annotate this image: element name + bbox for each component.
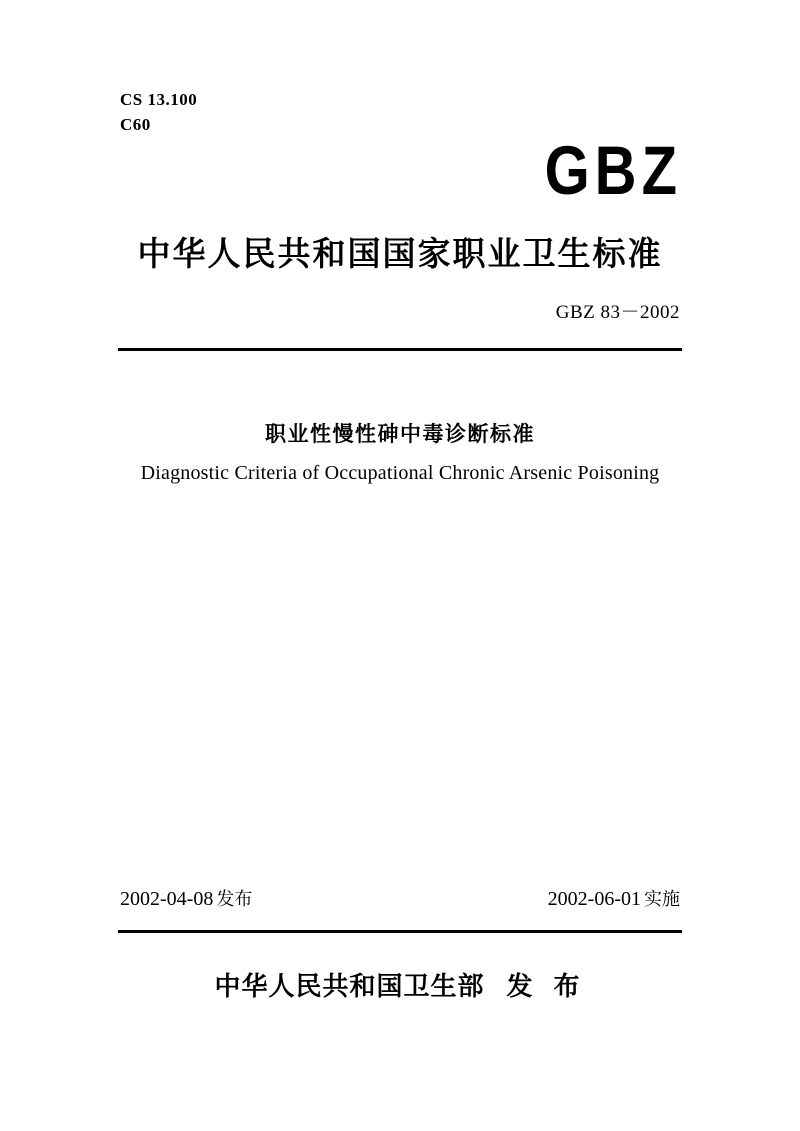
issue-date-value: 2002-04-08 <box>120 888 214 910</box>
gbz-logo: GBZ <box>544 132 682 210</box>
standard-series-title: 中华人民共和国国家职业卫生标准 <box>137 234 663 273</box>
publisher-name: 中华人民共和国卫生部 <box>214 972 485 1002</box>
publisher-action: 发 布 <box>506 972 586 1002</box>
ics-code: CS 13.100 <box>120 90 198 109</box>
standard-number: GBZ 83－2002 <box>555 302 680 323</box>
footer-divider <box>118 930 682 933</box>
header-divider <box>118 348 682 351</box>
document-title-en: Diagnostic Criteria of Occupational Chronic Arsenic Poisoning <box>140 462 660 484</box>
effective-date <box>548 885 680 911</box>
effective-date-value: 2002-06-01 <box>547 888 641 910</box>
category-code: C60 <box>120 114 151 134</box>
issue-date <box>120 885 252 911</box>
publisher-line <box>0 966 800 1003</box>
document-title-cn: 职业性慢性砷中毒诊断标准 <box>265 422 535 446</box>
effective-date-label: 实施 <box>644 889 680 910</box>
issue-date-label: 发布 <box>216 889 253 910</box>
dates-row <box>120 885 680 911</box>
classification-codes <box>120 88 197 137</box>
